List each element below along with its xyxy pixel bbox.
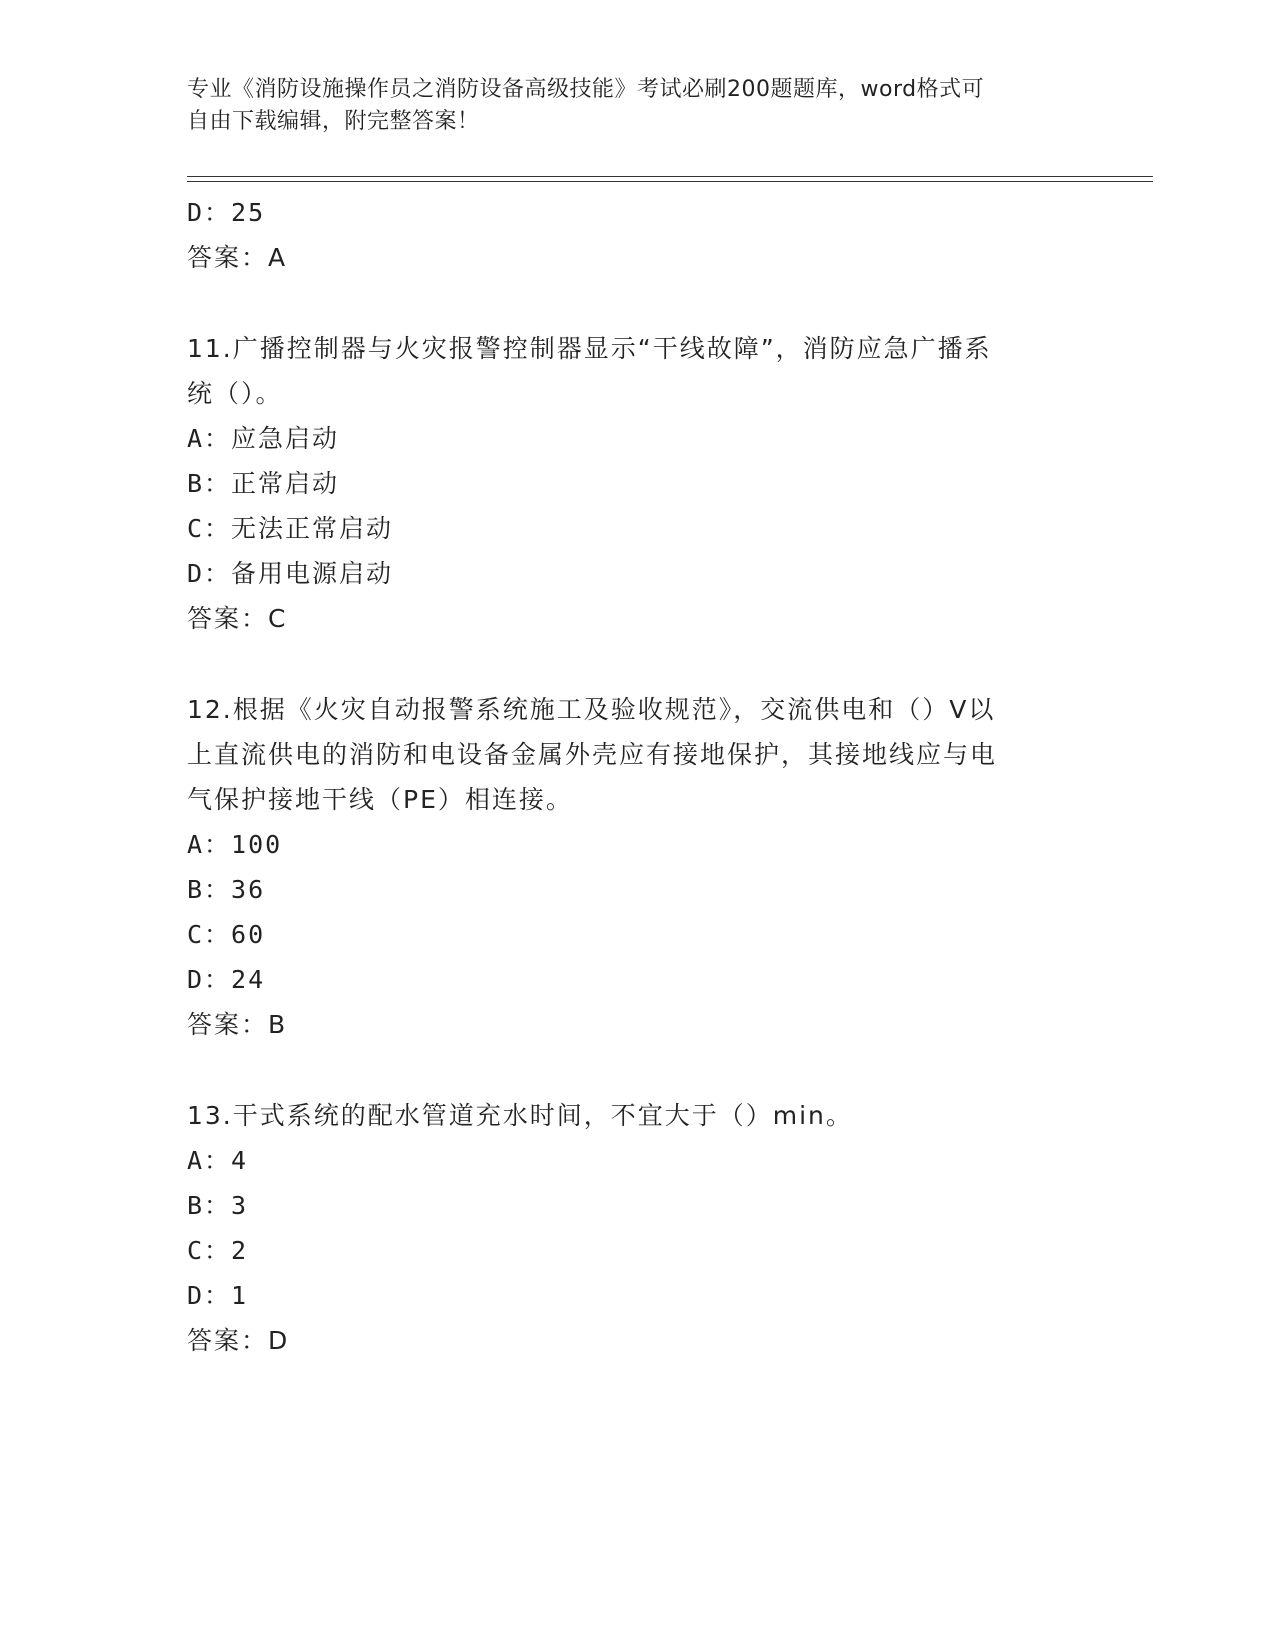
answer: 答案：C: [187, 604, 288, 633]
answer: 答案：D: [187, 1326, 290, 1355]
question-text-line: 统（）。: [187, 379, 283, 408]
option-a: A：100: [187, 830, 283, 859]
prev-answer: 答案：A: [187, 243, 288, 272]
header-line-2: 自由下载编辑，附完整答案！: [187, 109, 480, 134]
question-text-line: 13.干式系统的配水管道充水时间，不宜大于（）min。: [187, 1101, 853, 1130]
option-d: D：备用电源启动: [187, 559, 394, 588]
answer: 答案：B: [187, 1010, 288, 1039]
prev-option-d: D：25: [187, 198, 266, 227]
question-11: [187, 326, 1087, 641]
question-text-line: 上直流供电的消防和电设备金属外壳应有接地保护，其接地线应与电: [187, 740, 998, 769]
spacer: [187, 280, 1087, 326]
option-b: B：36: [187, 875, 266, 904]
option-c: C：无法正常启动: [187, 514, 394, 543]
question-text-line: 11.广播控制器与火灾报警控制器显示“干线故障”，消防应急广播系: [187, 334, 992, 363]
option-c: C：60: [187, 920, 266, 949]
option-b: B：正常启动: [187, 469, 340, 498]
option-a: A：应急启动: [187, 424, 340, 453]
question-text-line: 12.根据《火灾自动报警系统施工及验收规范》，交流供电和（）V以: [187, 695, 996, 724]
option-b: B：3: [187, 1191, 249, 1220]
spacer: [187, 641, 1087, 687]
option-d: D：1: [187, 1281, 249, 1310]
spacer: [187, 1047, 1087, 1093]
document-body: [187, 190, 1087, 1363]
question-13: [187, 1093, 1087, 1363]
question-12: [187, 687, 1087, 1047]
document-header: [187, 74, 1067, 138]
option-c: C：2: [187, 1236, 249, 1265]
option-d: D：24: [187, 965, 266, 994]
header-divider-bottom: [187, 181, 1153, 182]
header-line-1: 专业《消防设施操作员之消防设备高级技能》考试必刷200题题库，word格式可: [187, 77, 985, 102]
question-text-line: 气保护接地干线（PE）相连接。: [187, 785, 573, 814]
option-a: A：4: [187, 1146, 249, 1175]
header-divider-top: [187, 176, 1153, 177]
